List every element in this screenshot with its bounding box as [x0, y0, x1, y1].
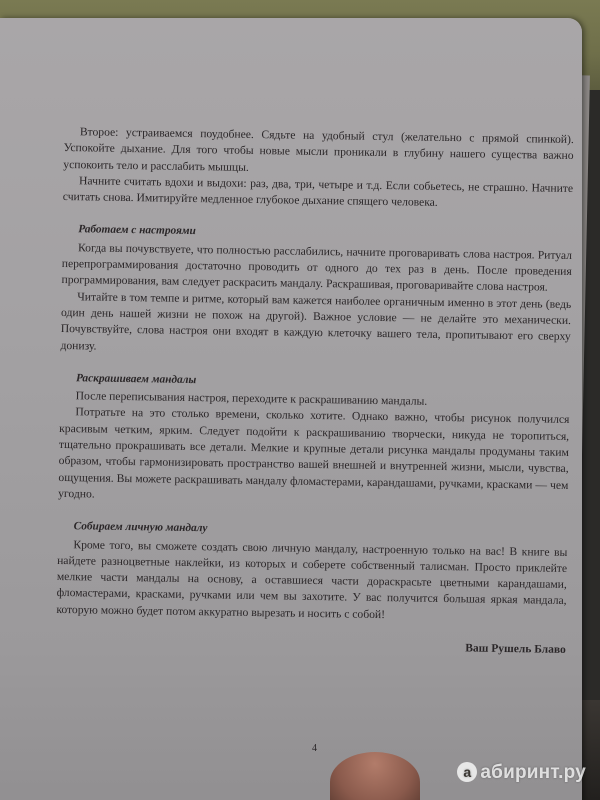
- paragraph: Второе: устраиваемся поудобнее. Сядьте на удобный стул (желательно с прямой спинкой). Успокойте дыхание. Для того чтобы новые мысли проникали в глубину нашего существа важно успокоить тело и расслабить мышцы.: [63, 125, 574, 174]
- watermark-text: абиринт.ру: [480, 762, 586, 783]
- author-signature: Ваш Рушель Блаво: [465, 642, 566, 656]
- page-number: 4: [312, 743, 317, 754]
- paragraph: Когда вы почувствуете, что полностью расслабились, начните проговаривать слова настроя. Ритуал перепрограммирования достаточно проводить от одного до тех раз в день. После проведения программирования, вам следует раскрасить мандалу. Раскрашивая, проговаривайте слова настроя.: [61, 241, 573, 294]
- book-page: [0, 18, 582, 800]
- paragraph: Кроме того, вы сможете создать свою личную мандалу, настроенную только на вас! В книге вы найдете разноцветные наклейки, из которых и соберете собственный талисман. Просто приклейте мелкие части мандалы на основу, а оставшиеся части дораскрасьте цветными карандашами, фломастерами, красками, ручками или чем вы захотите. У вас получится большая яркая мандала, которую можно будет потом аккуратно вырезать и носить с собой!: [56, 537, 568, 621]
- paragraph: Читайте в том темпе и ритме, который вам кажется наиболее органичным именно в этот день (ведь один день нашей жизни не похож на другой). Важное условие — не делайте это механически. Почувствуйте, слова настроя они входят в каждую клеточку вашего тела, пропитывают его сверху донизу.: [60, 289, 572, 353]
- paragraph: Начните считать вдохи и выдохи: раз, два, три, четыре и т.д. Если собьетесь, не страшно. Начните считать снова. Имитируйте медленное глубокое дыхание спящего человека.: [62, 174, 574, 210]
- paragraph: После переписывания настроя, переходите к раскрашиванию мандалы.: [75, 389, 428, 408]
- labirint-logo-icon: a: [457, 762, 477, 782]
- section-heading: Работаем с настроями: [78, 223, 196, 238]
- paragraph: Потратьте на это столько времени, сколько хотите. Однако важно, чтобы рисунок получился красивым четким, ярким. Следует подойти к раскрашиванию творчески, никуда не торопиться, тщательно прокрашивать все детали. Мелкие и крупные детали рисунка мандалы продуманы таким образом, чтобы гармонизировать пространство вашей внешней и внутренней жизни, мысли, чувства, ощущения. Вы можете раскрашивать мандалу фломастерами, карандашами, ручками, красками — чем угодно.: [58, 405, 570, 501]
- labirint-watermark: [457, 762, 586, 784]
- section-heading: Раскрашиваем мандалы: [75, 372, 197, 386]
- section-heading: Собираем личную мандалу: [73, 520, 208, 535]
- page-text: [56, 124, 574, 658]
